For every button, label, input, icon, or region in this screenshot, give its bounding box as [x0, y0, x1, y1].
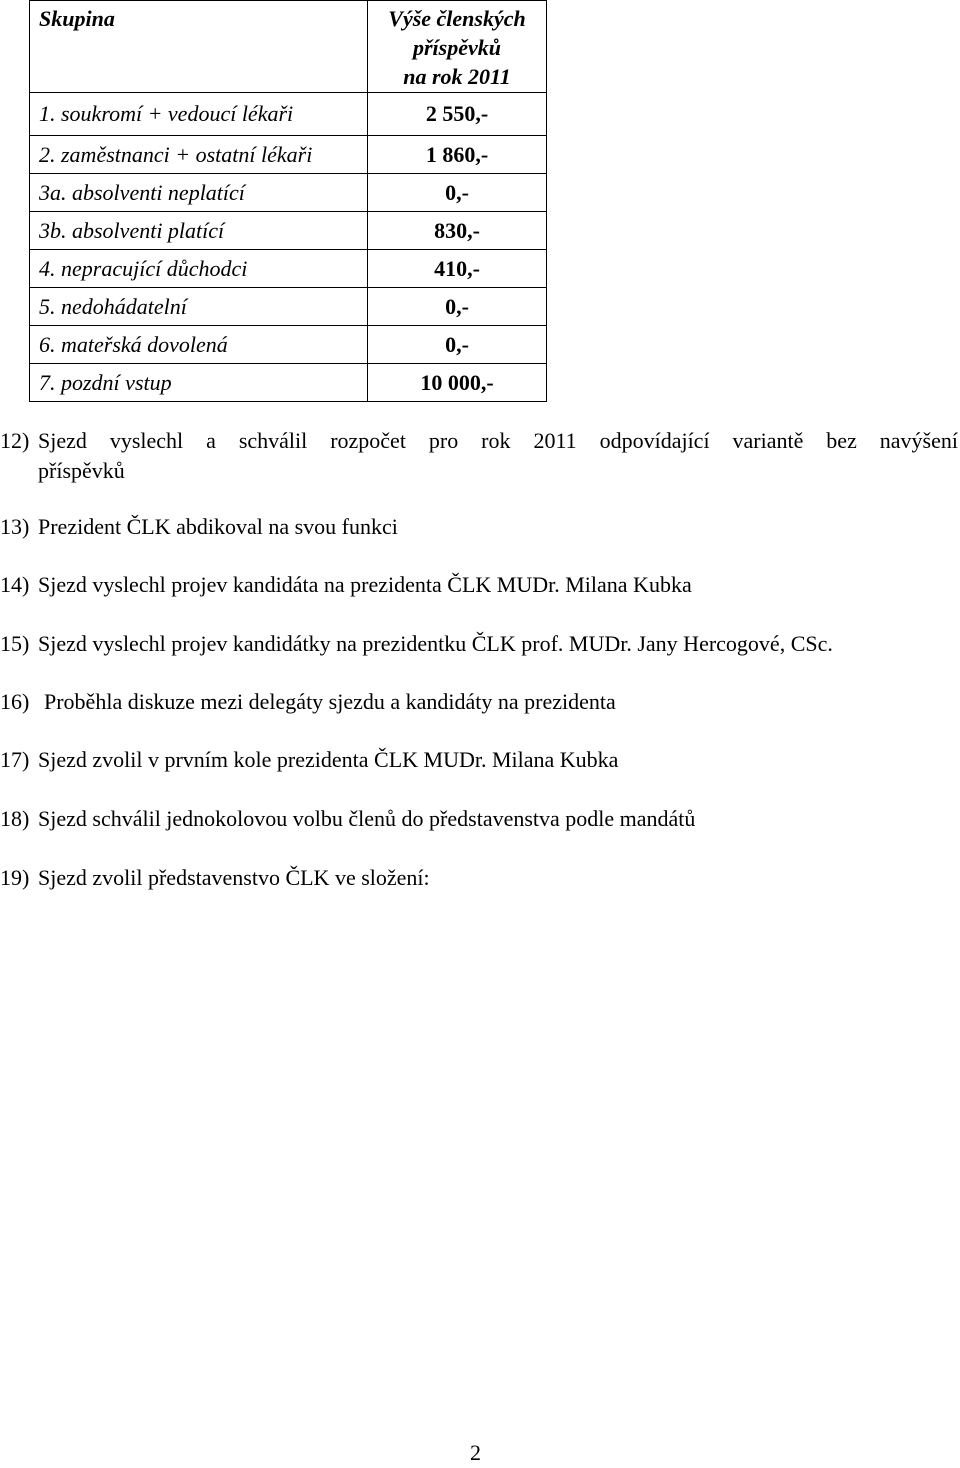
table-row: [30, 93, 547, 136]
item-number: 12): [0, 428, 30, 453]
page-number: 2: [470, 1440, 481, 1465]
item-text: Sjezd vyslechl projev kandidáta na prezidenta ČLK MUDr. Milana Kubka: [38, 572, 692, 597]
table-header-row: [30, 1, 547, 93]
header-fee-line: Výše členských: [388, 6, 526, 31]
table-row: [30, 174, 547, 212]
membership-fee-table: [29, 0, 547, 402]
header-group: Skupina: [30, 1, 368, 93]
item-number: 18): [0, 806, 30, 831]
item-text: Prezident ČLK abdikoval na svou funkci: [38, 514, 398, 539]
table-row: [30, 288, 547, 326]
item-number: 16): [0, 689, 30, 714]
item-text: Sjezd zvolil v prvním kole prezidenta ČLK MUDr. Milana Kubka: [38, 747, 619, 772]
amount-cell: 830,-: [368, 212, 547, 250]
amount-cell: 1 860,-: [368, 136, 547, 174]
item-text: Sjezd zvolil představenstvo ČLK ve složení:: [38, 865, 430, 890]
item-number: 17): [0, 747, 30, 772]
item-number: 15): [0, 631, 30, 656]
header-fee-line: na rok 2011: [403, 64, 511, 89]
group-cell: 4. nepracující důchodci: [30, 250, 368, 288]
group-cell: 1. soukromí + vedoucí lékaři: [30, 93, 368, 136]
table-row: [30, 326, 547, 364]
group-cell: 3a. absolventi neplatící: [30, 174, 368, 212]
item-number: 14): [0, 572, 30, 597]
item-number: 13): [0, 514, 30, 539]
amount-cell: 0,-: [368, 326, 547, 364]
amount-cell: 10 000,-: [368, 364, 547, 402]
group-cell: 7. pozdní vstup: [30, 364, 368, 402]
table-row: [30, 136, 547, 174]
item-text: Sjezd vyslechl a schválil rozpočet pro rok 2011 odpovídající variantě bez navýšení: [38, 428, 958, 453]
group-cell: 6. mateřská dovolená: [30, 326, 368, 364]
table-row: [30, 250, 547, 288]
item-text: Sjezd schválil jednokolovou volbu členů do představenstva podle mandátů: [38, 806, 696, 831]
amount-cell: 410,-: [368, 250, 547, 288]
header-fee: [368, 1, 547, 93]
table-row: [30, 212, 547, 250]
item-number: 19): [0, 865, 30, 890]
item-text: Proběhla diskuze mezi delegáty sjezdu a kandidáty na prezidenta: [44, 689, 616, 714]
amount-cell: 0,-: [368, 288, 547, 326]
amount-cell: 2 550,-: [368, 93, 547, 136]
amount-cell: 0,-: [368, 174, 547, 212]
header-fee-line: příspěvků: [413, 35, 501, 60]
group-cell: 3b. absolventi platící: [30, 212, 368, 250]
table-row: [30, 364, 547, 402]
item-text: Sjezd vyslechl projev kandidátky na prezidentku ČLK prof. MUDr. Jany Hercogové, CSc.: [38, 631, 833, 656]
group-cell: 2. zaměstnanci + ostatní lékaři: [30, 136, 368, 174]
group-cell: 5. nedohádatelní: [30, 288, 368, 326]
item-text-continuation: příspěvků: [38, 458, 125, 483]
